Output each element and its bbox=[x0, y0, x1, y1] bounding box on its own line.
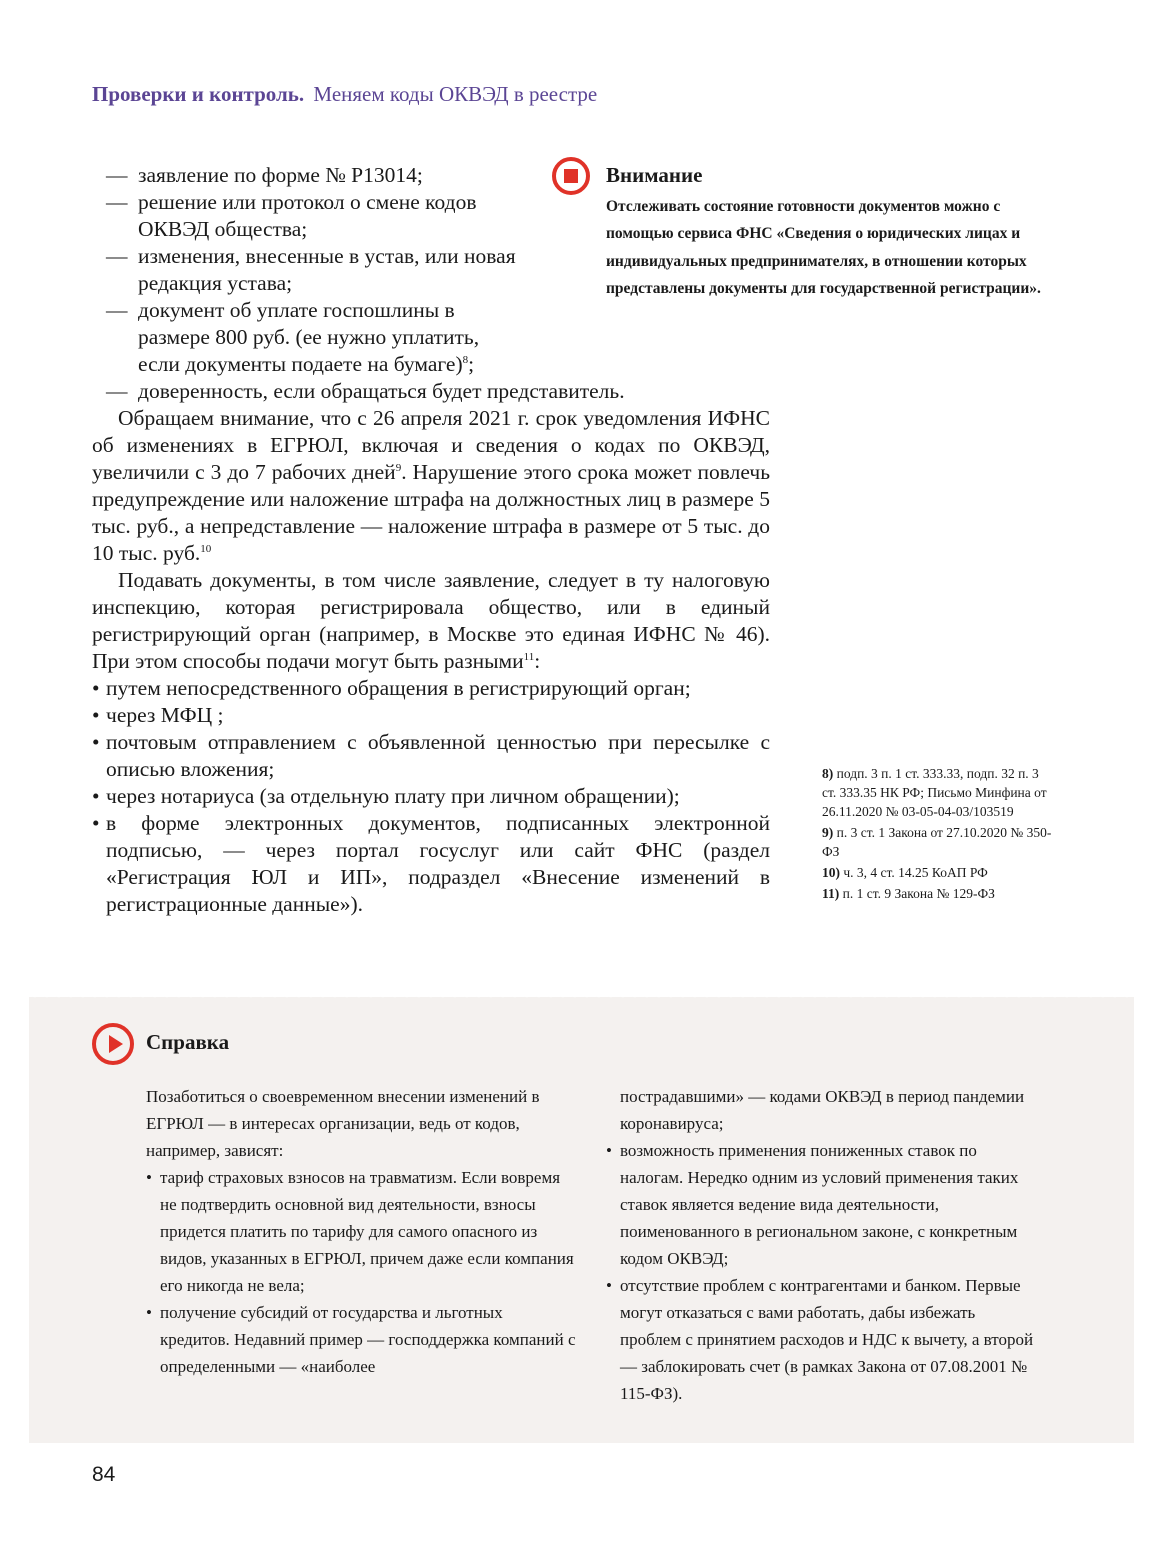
bullet-marker: • bbox=[606, 1141, 612, 1160]
list-item: • тариф страховых взносов на травматизм. Если вовремя не подтвердить основной вид деятельности, взносы придется платить по тарифу для самого опасного из видов, указанных в ЕГРЮЛ, причем даже если компания его никогда не вела; bbox=[146, 1164, 576, 1299]
footnote-11: 11) п. 1 ст. 9 Закона № 129-ФЗ bbox=[822, 886, 995, 901]
footnote-ref[interactable]: 9 bbox=[395, 462, 402, 474]
footnote-ref[interactable]: 10 bbox=[200, 543, 212, 555]
reference-heading: Справка bbox=[146, 1030, 230, 1054]
reference-box bbox=[29, 997, 1134, 1443]
dash-marker: — bbox=[106, 298, 128, 322]
footnotes bbox=[822, 764, 1052, 905]
bullet-marker: • bbox=[92, 703, 100, 727]
list-item-continuation: пострадавшими» — кодами ОКВЭД в период пандемии коронавируса; bbox=[620, 1087, 1025, 1133]
paragraph-deadline: Обращаем внимание, что с 26 апреля 2021 г. срок уведомления ИФНС об изменениях в ЕГРЮЛ, включая и сведения о кодах по ОКВЭД, увеличили с 3 до 7 рабочих дней$^9$. Нарушение этого срока может повлечь предупреждение или наложение штрафа на должностных лиц в размере 5 тыс. руб., а непредставление — наложение штрафа в размере от 5 тыс. до 10 тыс. руб.$^{10}$ bbox=[92, 406, 771, 565]
bullet-marker: • bbox=[92, 676, 100, 700]
bullet-marker: • bbox=[146, 1303, 152, 1322]
list-item: — изменения, внесенные в устав, или новая редакция устава; bbox=[106, 244, 516, 295]
attention-body: Отслеживать состояние готовности документов можно с помощью сервиса ФНС «Сведения о юридических лицах и индивидуальных предпринимателях, в отношении которых представлены документы для государственной регистрации». bbox=[606, 198, 1041, 297]
bullet-marker: • bbox=[92, 784, 100, 808]
footnote-8: 8) подп. 3 п. 1 ст. 333.33, подп. 32 п. 3 ст. 333.35 НК РФ; Письмо Минфина от 26.11.2020 № 03-05-04-03/103519 bbox=[822, 766, 1047, 819]
list-item: • через МФЦ ; bbox=[92, 703, 224, 727]
footnote-ref[interactable]: 11 bbox=[523, 651, 535, 663]
list-item: • получение субсидий от государства и льготных кредитов. Недавний пример — господдержка компаний с определенными — «наиболее bbox=[146, 1299, 576, 1380]
running-head bbox=[92, 82, 597, 107]
bullet-marker: • bbox=[92, 730, 100, 754]
dash-marker: — bbox=[106, 244, 128, 268]
footnote-10: 10) ч. 3, 4 ст. 14.25 КоАП РФ bbox=[822, 865, 988, 880]
footnote-ref[interactable]: 8 bbox=[462, 354, 469, 366]
list-item: • путем непосредственного обращения в регистрирующий орган; bbox=[92, 676, 691, 700]
scalloped-edge bbox=[29, 993, 1134, 1001]
running-head-section: Проверки и контроль. bbox=[92, 82, 305, 106]
dash-marker: — bbox=[106, 379, 128, 403]
list-item: • отсутствие проблем с контрагентами и банком. Первые могут отказаться с вами работать, дабы избежать проблем с принятием расходов и НДС к вычету, а второй — заблокировать счет (в рамках Закона от 07.08.2001 № 115-ФЗ). bbox=[606, 1272, 1036, 1407]
submission-methods-list bbox=[92, 675, 770, 918]
dash-marker: — bbox=[106, 163, 128, 187]
play-icon bbox=[92, 1023, 134, 1065]
list-item: • почтовым отправлением с объявленной ценностью при пересылке с описью вложения; bbox=[92, 730, 770, 781]
footnote-9: 9) п. 3 ст. 1 Закона от 27.10.2020 № 350-ФЗ bbox=[822, 825, 1052, 859]
list-item: — решение или протокол о смене кодов ОКВЭД общества; bbox=[106, 190, 477, 241]
running-head-title: Меняем коды ОКВЭД в реестре bbox=[313, 82, 598, 106]
list-item: • в форме электронных документов, подписанных электронной подписью, — через портал госуслуг или сайт ФНС (раздел «Регистрация ЮЛ и ИП», подраздел «Внесение изменений в регистрационные данные»). bbox=[92, 811, 770, 916]
list-item: • возможность применения пониженных ставок по налогам. Нередко одним из условий применения таких ставок является ведение вида деятельности, поименованного в региональном законе, с конкретным кодом ОКВЭД; bbox=[606, 1137, 1036, 1272]
list-item: — доверенность, если обращаться будет представитель. bbox=[106, 379, 625, 403]
paragraph-submission: Подавать документы, в том числе заявление, следует в ту налоговую инспекцию, которая регистрировала общество, или в единый регистрирующий орган (например, в Москве это единая ИФНС № 46). При этом способы подачи могут быть разными$^{11}$: bbox=[92, 568, 770, 673]
list-item: — заявление по форме № Р13014; bbox=[106, 163, 423, 187]
list-item: — документ об уплате госпошлины в размере 800 руб. (ее нужно уплатить, если документы подаете на бумаге)$^8$; bbox=[106, 298, 480, 376]
page-number: 84 bbox=[92, 1463, 116, 1486]
reference-intro: Позаботиться о своевременном внесении изменений в ЕГРЮЛ — в интересах организации, ведь от кодов, например, зависят: bbox=[146, 1087, 540, 1160]
bullet-marker: • bbox=[606, 1276, 612, 1295]
stop-icon bbox=[552, 157, 590, 195]
reference-column-left bbox=[146, 1083, 576, 1380]
documents-list bbox=[92, 162, 625, 405]
dash-marker: — bbox=[106, 190, 128, 214]
bullet-marker: • bbox=[92, 811, 100, 835]
attention-heading: Внимание bbox=[606, 163, 703, 187]
bullet-marker: • bbox=[146, 1168, 152, 1187]
reference-column-right bbox=[606, 1083, 1036, 1407]
list-item: • через нотариуса (за отдельную плату при личном обращении); bbox=[92, 784, 680, 808]
